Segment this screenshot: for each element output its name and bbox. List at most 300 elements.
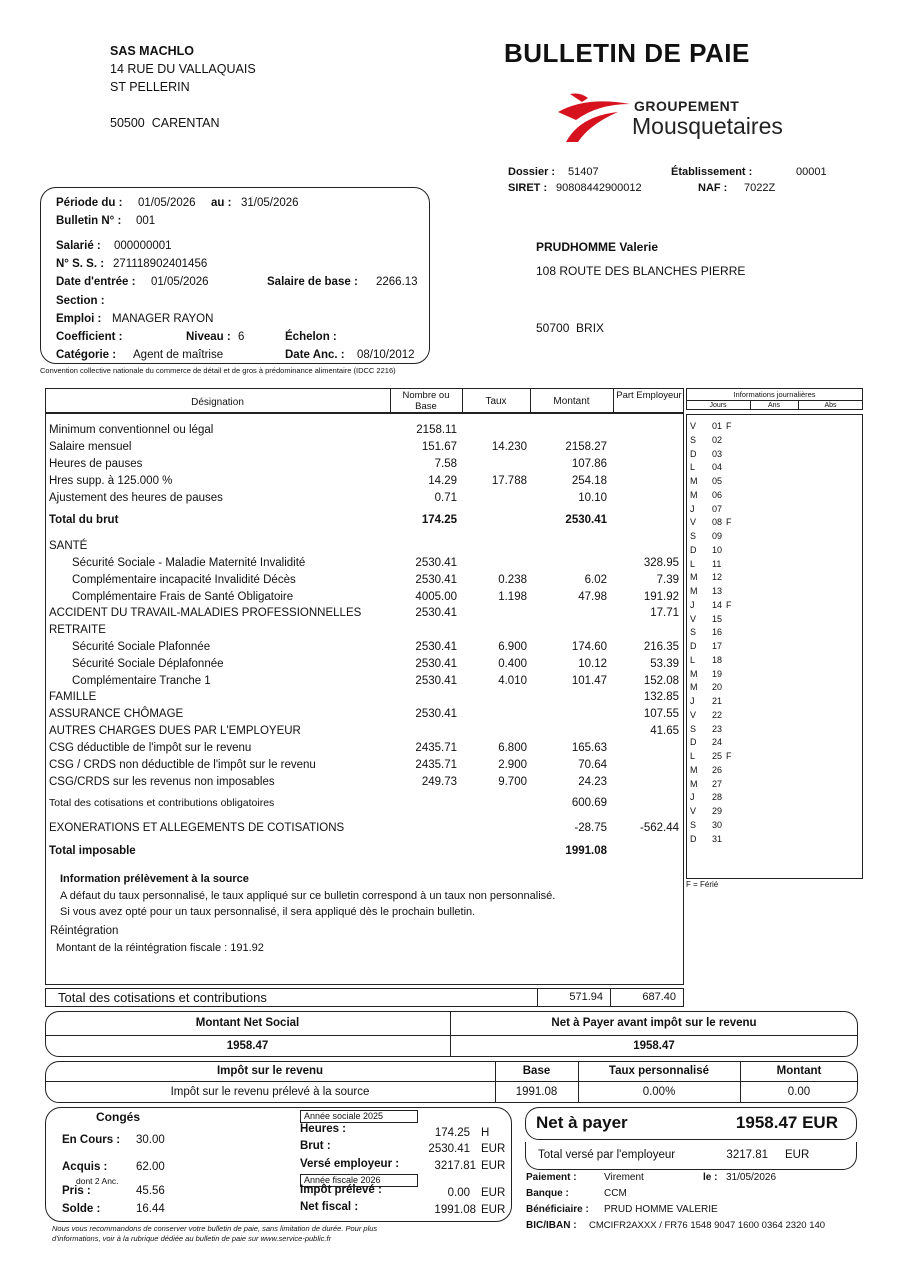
- calendar-date: 14: [712, 599, 723, 610]
- acquis-dont: dont 2 Anc.: [76, 1176, 119, 1186]
- impot-preleve-value: 0.00: [447, 1187, 470, 1199]
- calendar-date: 25: [712, 751, 723, 761]
- calendar-weekday: S: [690, 531, 697, 541]
- siret-value: 90808442900012: [556, 182, 642, 194]
- calendar-date: 08: [712, 517, 723, 528]
- calendar-date: 18: [712, 654, 723, 665]
- calendar-day: [690, 490, 760, 504]
- line-taux: 14.230: [491, 441, 527, 453]
- line-part-employeur: 132.85: [643, 691, 679, 703]
- calendar-date: 20: [712, 682, 723, 693]
- line-montant: 1991.08: [565, 845, 607, 857]
- line-part-employeur: 152.08: [643, 675, 679, 687]
- calendar-date: 23: [712, 723, 723, 734]
- table-row: [45, 691, 684, 708]
- line-nombre: 2158.11: [416, 424, 457, 436]
- employer-address1: 14 RUE DU VALLAQUAIS: [110, 62, 256, 76]
- line-montant: 600.69: [571, 797, 607, 809]
- line-part-employeur: 191.92: [643, 591, 679, 603]
- employee-postal: 50700 BRIX: [536, 321, 605, 335]
- solde-label: Solde :: [62, 1203, 101, 1215]
- solde-value: 16.44: [136, 1203, 165, 1215]
- table-row: [45, 624, 684, 641]
- line-taux: 0.238: [498, 574, 527, 586]
- line-taux: 1.198: [498, 591, 527, 603]
- reintegration-amount: Montant de la réintégration fiscale : 191.92: [56, 942, 264, 954]
- table-row: [45, 557, 684, 574]
- calendar-date: 15: [712, 613, 723, 624]
- pas-title: Information prélèvement à la source: [60, 873, 249, 885]
- total-verse-unit: EUR: [785, 1149, 810, 1161]
- table-row: [45, 492, 684, 509]
- line-nombre: 2530.41: [415, 574, 457, 586]
- heures-unit: H: [481, 1127, 490, 1139]
- document-title: BULLETIN DE PAIE: [504, 38, 750, 68]
- impot-taux-label: Taux personnalisé: [608, 1065, 710, 1077]
- banque-value: CCM: [604, 1188, 627, 1199]
- etablissement-label: Établissement :: [671, 166, 753, 178]
- line-designation: Sécurité Sociale Déplafonnée: [72, 658, 224, 670]
- calendar-weekday: M: [690, 476, 698, 486]
- calendar-date: 09: [712, 531, 723, 541]
- acquis-value: 62.00: [136, 1161, 165, 1173]
- header-montant: Montant: [553, 396, 590, 407]
- table-row: [45, 725, 684, 742]
- coefficient-label: Coefficient :: [56, 331, 123, 343]
- calendar-weekday: J: [690, 599, 695, 610]
- line-designation: Total du brut: [49, 514, 119, 526]
- etablissement-value: 00001: [796, 166, 827, 178]
- calendar-day: [690, 531, 760, 545]
- naf-label: NAF :: [698, 182, 728, 194]
- line-montant: 10.12: [578, 658, 607, 670]
- calendar-weekday: V: [690, 421, 697, 431]
- line-nombre: 2530.41: [415, 675, 457, 687]
- line-designation: ASSURANCE CHÔMAGE: [49, 708, 184, 720]
- calendar-weekday: D: [690, 737, 697, 748]
- bic-label: BIC/IBAN :: [526, 1220, 577, 1231]
- convention-text: Convention collective nationale du commerce de détail et de gros à prédominance alimentaire (IDCC 2216): [40, 366, 396, 375]
- calendar-day: [690, 641, 760, 655]
- calendar-date: 16: [712, 627, 723, 638]
- calendar-weekday: M: [690, 586, 698, 596]
- niveau-label: Niveau :: [186, 331, 231, 343]
- calendar-day: [690, 449, 760, 463]
- info-abs: Abs: [824, 402, 837, 409]
- brut-unit: EUR: [481, 1143, 506, 1155]
- table-row: [45, 514, 684, 531]
- salarie-label: Salarié :: [56, 240, 101, 252]
- line-nombre: 2530.41: [415, 658, 457, 670]
- annee-fiscale: Année fiscale 2026: [300, 1174, 418, 1187]
- line-nombre: 7.58: [434, 458, 457, 470]
- line-montant: 101.47: [571, 675, 607, 687]
- line-montant: 10.10: [578, 492, 607, 504]
- employee-name: PRUDHOMME Valerie: [536, 240, 659, 254]
- net-avant-impot-value: 1958.47: [633, 1040, 675, 1052]
- calendar-day: [690, 517, 760, 531]
- calendar-weekday: M: [690, 489, 698, 500]
- info-title: Informations journalières: [733, 390, 816, 399]
- bulletin-number: 001: [136, 215, 156, 227]
- footer-line2: d'informations, voir à la rubrique dédiée au bulletin de paie sur www.service-public.fr: [52, 1234, 332, 1243]
- reintegration-title: Réintégration: [50, 925, 119, 937]
- calendar-weekday: M: [690, 778, 698, 789]
- calendar-day: [690, 655, 760, 669]
- line-designation: Complémentaire Tranche 1: [72, 675, 211, 687]
- calendar-day: [690, 710, 760, 724]
- anciennete-label: Date Anc. :: [285, 349, 345, 361]
- line-designation: Total imposable: [49, 845, 136, 857]
- line-taux: 6.900: [498, 641, 527, 653]
- line-nombre: 2435.71: [415, 759, 457, 771]
- line-designation: Minimum conventionnel ou légal: [49, 424, 214, 436]
- net-fiscal-unit: EUR: [481, 1204, 506, 1216]
- net-a-payer-label: Net à payer: [536, 1113, 628, 1132]
- calendar-day: [690, 476, 760, 490]
- line-nombre: 151.67: [421, 441, 457, 453]
- bic-value: CMCIFR2AXXX / FR76 1548 9047 1600 0364 2320 140: [589, 1220, 826, 1231]
- header-nombre: Nombre ou Base: [402, 390, 450, 412]
- line-nombre: 2435.71: [415, 742, 457, 754]
- nss-value: 271118902401456: [113, 258, 208, 270]
- line-nombre: 2530.41: [415, 557, 457, 569]
- totals-montant: 571.94: [569, 991, 603, 1003]
- dossier-value: 51407: [568, 166, 599, 178]
- line-nombre: 2530.41: [415, 641, 457, 653]
- calendar-day: [690, 765, 760, 779]
- table-row: [45, 574, 684, 591]
- calendar-weekday: M: [690, 682, 698, 693]
- line-montant: 165.63: [571, 742, 607, 754]
- line-montant: 6.02: [584, 574, 607, 586]
- header-part-employeur: Part Employeur: [616, 390, 682, 401]
- calendar-weekday: L: [690, 751, 696, 761]
- calendar-weekday: V: [690, 709, 697, 720]
- encours-label: En Cours :: [62, 1134, 121, 1146]
- line-designation: Complémentaire Frais de Santé Obligatoire: [72, 591, 294, 603]
- line-part-employeur: 216.35: [643, 641, 679, 653]
- calendar-weekday: M: [690, 572, 698, 583]
- totals-part: 687.40: [642, 991, 676, 1003]
- emploi-value: MANAGER RAYON: [112, 313, 214, 325]
- line-montant: -28.75: [574, 822, 607, 834]
- line-montant: 70.64: [578, 759, 607, 771]
- table-row: [45, 658, 684, 675]
- paiement-label: Paiement :: [526, 1172, 577, 1183]
- calendar-weekday: J: [690, 792, 695, 803]
- calendar-weekday: J: [690, 696, 695, 706]
- calendar-day: [690, 559, 760, 573]
- salaire-base-value: 2266.13: [376, 276, 418, 288]
- line-nombre: 4005.00: [415, 591, 457, 603]
- calendar-weekday: S: [690, 627, 697, 638]
- calendar-day: [690, 669, 760, 683]
- calendar-day: [690, 820, 760, 834]
- calendar-date: 22: [712, 709, 723, 720]
- table-row: [45, 822, 684, 839]
- calendar-weekday: D: [690, 544, 697, 555]
- pris-value: 45.56: [136, 1185, 165, 1197]
- calendar-date: 01: [712, 421, 723, 431]
- line-designation: SANTÉ: [49, 540, 88, 552]
- calendar: [690, 421, 760, 847]
- calendar-day: [690, 545, 760, 559]
- line-taux: 4.010: [498, 675, 527, 687]
- line-montant: 254.18: [571, 475, 607, 487]
- calendar-date: 03: [712, 448, 723, 459]
- info-ans: Ans: [767, 402, 781, 409]
- calendar-date: 24: [712, 737, 723, 748]
- table-row: [45, 607, 684, 624]
- calendar-day: [690, 792, 760, 806]
- siret-label: SIRET :: [508, 182, 548, 194]
- periode-au: 31/05/2026: [241, 197, 299, 209]
- line-designation: Salaire mensuel: [49, 441, 132, 453]
- table-row: [45, 591, 684, 608]
- employer-name: SAS MACHLO: [110, 44, 195, 58]
- line-part-employeur: 7.39: [656, 574, 679, 586]
- calendar-date: 21: [712, 696, 723, 706]
- calendar-weekday: V: [690, 613, 697, 624]
- line-montant: 2530.41: [565, 514, 607, 526]
- line-designation: Sécurité Sociale - Maladie Maternité Invalidité: [72, 557, 306, 569]
- calendar-day: [690, 779, 760, 793]
- calendar-date: 05: [712, 476, 723, 486]
- line-nombre: 2530.41: [415, 607, 457, 619]
- calendar-day: [690, 421, 760, 435]
- line-taux: 9.700: [498, 776, 527, 788]
- line-designation: Sécurité Sociale Plafonnée: [72, 641, 211, 653]
- net-social-value: 1958.47: [226, 1040, 269, 1052]
- impot-label: Impôt sur le revenu: [216, 1065, 324, 1077]
- naf-value: 7022Z: [744, 182, 776, 194]
- calendar-day: [690, 834, 760, 848]
- calendar-weekday: S: [690, 723, 697, 734]
- section-label: Section :: [56, 295, 105, 307]
- table-row: [45, 641, 684, 658]
- categorie-label: Catégorie :: [56, 349, 117, 361]
- periode-au-label: au :: [211, 197, 232, 209]
- logo-icon: [556, 90, 632, 146]
- calendar-date: 10: [712, 544, 723, 555]
- calendar-date: 04: [712, 462, 723, 473]
- paiement-value: Virement: [604, 1172, 644, 1183]
- employee-address: 108 ROUTE DES BLANCHES PIERRE: [536, 264, 746, 278]
- net-fiscal-label: Net fiscal :: [300, 1201, 359, 1213]
- calendar-weekday: D: [690, 833, 697, 844]
- calendar-day: [690, 627, 760, 641]
- logo-line2: Mousquetaires: [632, 113, 783, 139]
- table-row: [45, 424, 684, 441]
- table-row: [45, 540, 684, 557]
- net-a-payer-value: 1958.47 EUR: [735, 1113, 838, 1132]
- calendar-weekday: D: [690, 448, 697, 459]
- calendar-date: 29: [712, 806, 723, 816]
- calendar-date: 07: [712, 503, 723, 514]
- line-designation: CSG déductible de l'impôt sur le revenu: [49, 742, 252, 754]
- calendar-day: [690, 724, 760, 738]
- entree-value: 01/05/2026: [151, 276, 209, 288]
- calendar-date: 17: [712, 641, 723, 651]
- heures-label: Heures :: [300, 1123, 347, 1135]
- table-row: [45, 441, 684, 458]
- total-verse-label: Total versé par l'employeur: [538, 1149, 676, 1161]
- conges-title: Congés: [96, 1110, 141, 1124]
- total-verse-value: 3217.81: [726, 1149, 768, 1161]
- line-taux: 17.788: [491, 475, 527, 487]
- impot-base-label: Base: [522, 1065, 551, 1077]
- table-row: [45, 675, 684, 692]
- line-part-employeur: 17.71: [650, 607, 679, 619]
- line-designation: EXONERATIONS ET ALLEGEMENTS DE COTISATIONS: [49, 822, 345, 834]
- calendar-date: 13: [712, 586, 723, 596]
- impot-preleve-unit: EUR: [481, 1187, 506, 1199]
- pas-line2: Si vous avez opté pour un taux personnalisé, il sera appliqué dès le prochain bulletin.: [60, 906, 476, 918]
- table-row: [45, 759, 684, 776]
- acquis-label: Acquis :: [62, 1161, 108, 1173]
- paiement-date-label: le :: [703, 1172, 718, 1183]
- impot-taux: 0.00%: [642, 1086, 676, 1098]
- calendar-ferie: F: [726, 421, 732, 431]
- line-part-employeur: 53.39: [650, 658, 679, 670]
- verse-value: 3217.81: [434, 1160, 476, 1172]
- net-avant-impot-label: Net à Payer avant impôt sur le revenu: [551, 1017, 757, 1029]
- logo-line1: GROUPEMENT: [634, 98, 740, 114]
- calendar-weekday: L: [690, 462, 696, 473]
- calendar-weekday: D: [690, 641, 697, 651]
- line-nombre: 0.71: [434, 492, 457, 504]
- line-montant: 47.98: [578, 591, 607, 603]
- calendar-day: [690, 435, 760, 449]
- calendar-day: [690, 572, 760, 586]
- line-montant: 107.86: [571, 458, 607, 470]
- periode-label: Période du :: [56, 197, 123, 209]
- calendar-day: [690, 600, 760, 614]
- bulletin-label: Bulletin N° :: [56, 215, 122, 227]
- echelon-label: Échelon :: [285, 331, 337, 343]
- calendar-weekday: J: [690, 503, 695, 514]
- calendar-day: [690, 751, 760, 765]
- calendar-weekday: M: [690, 668, 698, 679]
- banque-label: Banque :: [526, 1188, 569, 1199]
- table-row: [45, 845, 684, 862]
- calendar-day: [690, 586, 760, 600]
- calendar-date: 27: [712, 778, 723, 789]
- line-designation: Complémentaire incapacité Invalidité Décès: [72, 574, 296, 586]
- calendar-date: 28: [712, 792, 723, 803]
- line-montant: 24.23: [578, 776, 607, 788]
- calendar-date: 02: [712, 434, 723, 445]
- calendar-date: 26: [712, 764, 723, 775]
- calendar-weekday: M: [690, 764, 698, 775]
- line-part-employeur: 107.55: [643, 708, 679, 720]
- table-row: [45, 458, 684, 475]
- header-taux: Taux: [485, 396, 507, 407]
- calendar-date: 19: [712, 668, 723, 679]
- calendar-day: [690, 504, 760, 518]
- line-nombre: 2530.41: [415, 708, 457, 720]
- salaire-base-label: Salaire de base :: [267, 276, 358, 288]
- employer-postal: 50500 CARENTAN: [110, 116, 220, 130]
- line-part-employeur: 328.95: [643, 557, 679, 569]
- emploi-label: Emploi :: [56, 313, 102, 325]
- calendar-day: [690, 462, 760, 476]
- line-designation: CSG / CRDS non déductible de l'impôt sur le revenu: [49, 759, 316, 771]
- calendar-ferie: F: [726, 517, 732, 528]
- impot-preleve-label: Impôt prélevé :: [300, 1184, 382, 1196]
- calendar-weekday: S: [690, 819, 697, 830]
- verse-unit: EUR: [481, 1160, 506, 1172]
- impot-montant-label: Montant: [776, 1065, 822, 1077]
- line-designation: CSG/CRDS sur les revenus non imposables: [49, 776, 275, 788]
- dossier-label: Dossier :: [508, 166, 556, 178]
- periode-du: 01/05/2026: [138, 197, 196, 209]
- calendar-day: [690, 682, 760, 696]
- line-montant: 174.60: [571, 641, 607, 653]
- line-designation: AUTRES CHARGES DUES PAR L'EMPLOYEUR: [49, 725, 301, 737]
- footer-line1: Nous vous recommandons de conserver votre bulletin de paie, sans limitation de durée. Pour plus: [52, 1224, 378, 1233]
- line-montant: 2158.27: [565, 441, 607, 453]
- calendar-day: [690, 614, 760, 628]
- line-nombre: 174.25: [421, 514, 457, 526]
- brut-value: 2530.41: [428, 1143, 470, 1155]
- impot-description: Impôt sur le revenu prélevé à la source: [170, 1086, 370, 1098]
- line-part-employeur: 41.65: [650, 725, 679, 737]
- encours-value: 30.00: [136, 1134, 165, 1146]
- line-taux: 2.900: [498, 759, 527, 771]
- table-row: [45, 708, 684, 725]
- table-row: [45, 742, 684, 759]
- nss-label: N° S. S. :: [56, 258, 105, 270]
- categorie-value: Agent de maîtrise: [133, 349, 224, 361]
- calendar-date: 31: [712, 833, 723, 844]
- annee-sociale: Année sociale 2025: [300, 1110, 418, 1123]
- net-social-label: Montant Net Social: [195, 1017, 300, 1029]
- pris-label: Pris :: [62, 1185, 91, 1197]
- calendar-weekday: L: [690, 558, 696, 569]
- line-designation: Total des cotisations et contributions obligatoires: [49, 797, 275, 809]
- line-designation: Ajustement des heures de pauses: [49, 492, 223, 504]
- employer-address2: ST PELLERIN: [110, 80, 190, 94]
- table-row: [45, 797, 684, 814]
- line-taux: 6.800: [498, 742, 527, 754]
- line-designation: FAMILLE: [49, 691, 97, 703]
- calendar-day: [690, 806, 760, 820]
- beneficiaire-value: PRUD HOMME VALERIE: [604, 1204, 718, 1215]
- line-designation: ACCIDENT DU TRAVAIL-MALADIES PROFESSIONNELLES: [49, 607, 362, 619]
- line-designation: RETRAITE: [49, 624, 106, 636]
- verse-label: Versé employeur :: [300, 1158, 400, 1170]
- calendar-date: 06: [712, 489, 723, 500]
- calendar-date: 12: [712, 572, 723, 583]
- net-fiscal-value: 1991.08: [434, 1204, 476, 1216]
- table-row: [45, 475, 684, 492]
- heures-value: 174.25: [434, 1127, 470, 1139]
- calendar-ferie: F: [726, 599, 732, 610]
- line-designation: Heures de pauses: [49, 458, 143, 470]
- calendar-weekday: S: [690, 434, 697, 445]
- line-part-employeur: -562.44: [639, 822, 679, 834]
- impot-base: 1991.08: [515, 1086, 558, 1098]
- calendar-weekday: V: [690, 517, 697, 528]
- ferie-legend: F = Férié: [686, 880, 719, 889]
- pas-line1: A défaut du taux personnalisé, le taux appliqué sur ce bulletin correspond à un taux non personnalisé.: [60, 890, 556, 902]
- calendar-weekday: L: [690, 654, 696, 665]
- line-nombre: 14.29: [428, 475, 457, 487]
- line-designation: Hres supp. à 125.000 %: [49, 475, 173, 487]
- entree-label: Date d'entrée :: [56, 276, 136, 288]
